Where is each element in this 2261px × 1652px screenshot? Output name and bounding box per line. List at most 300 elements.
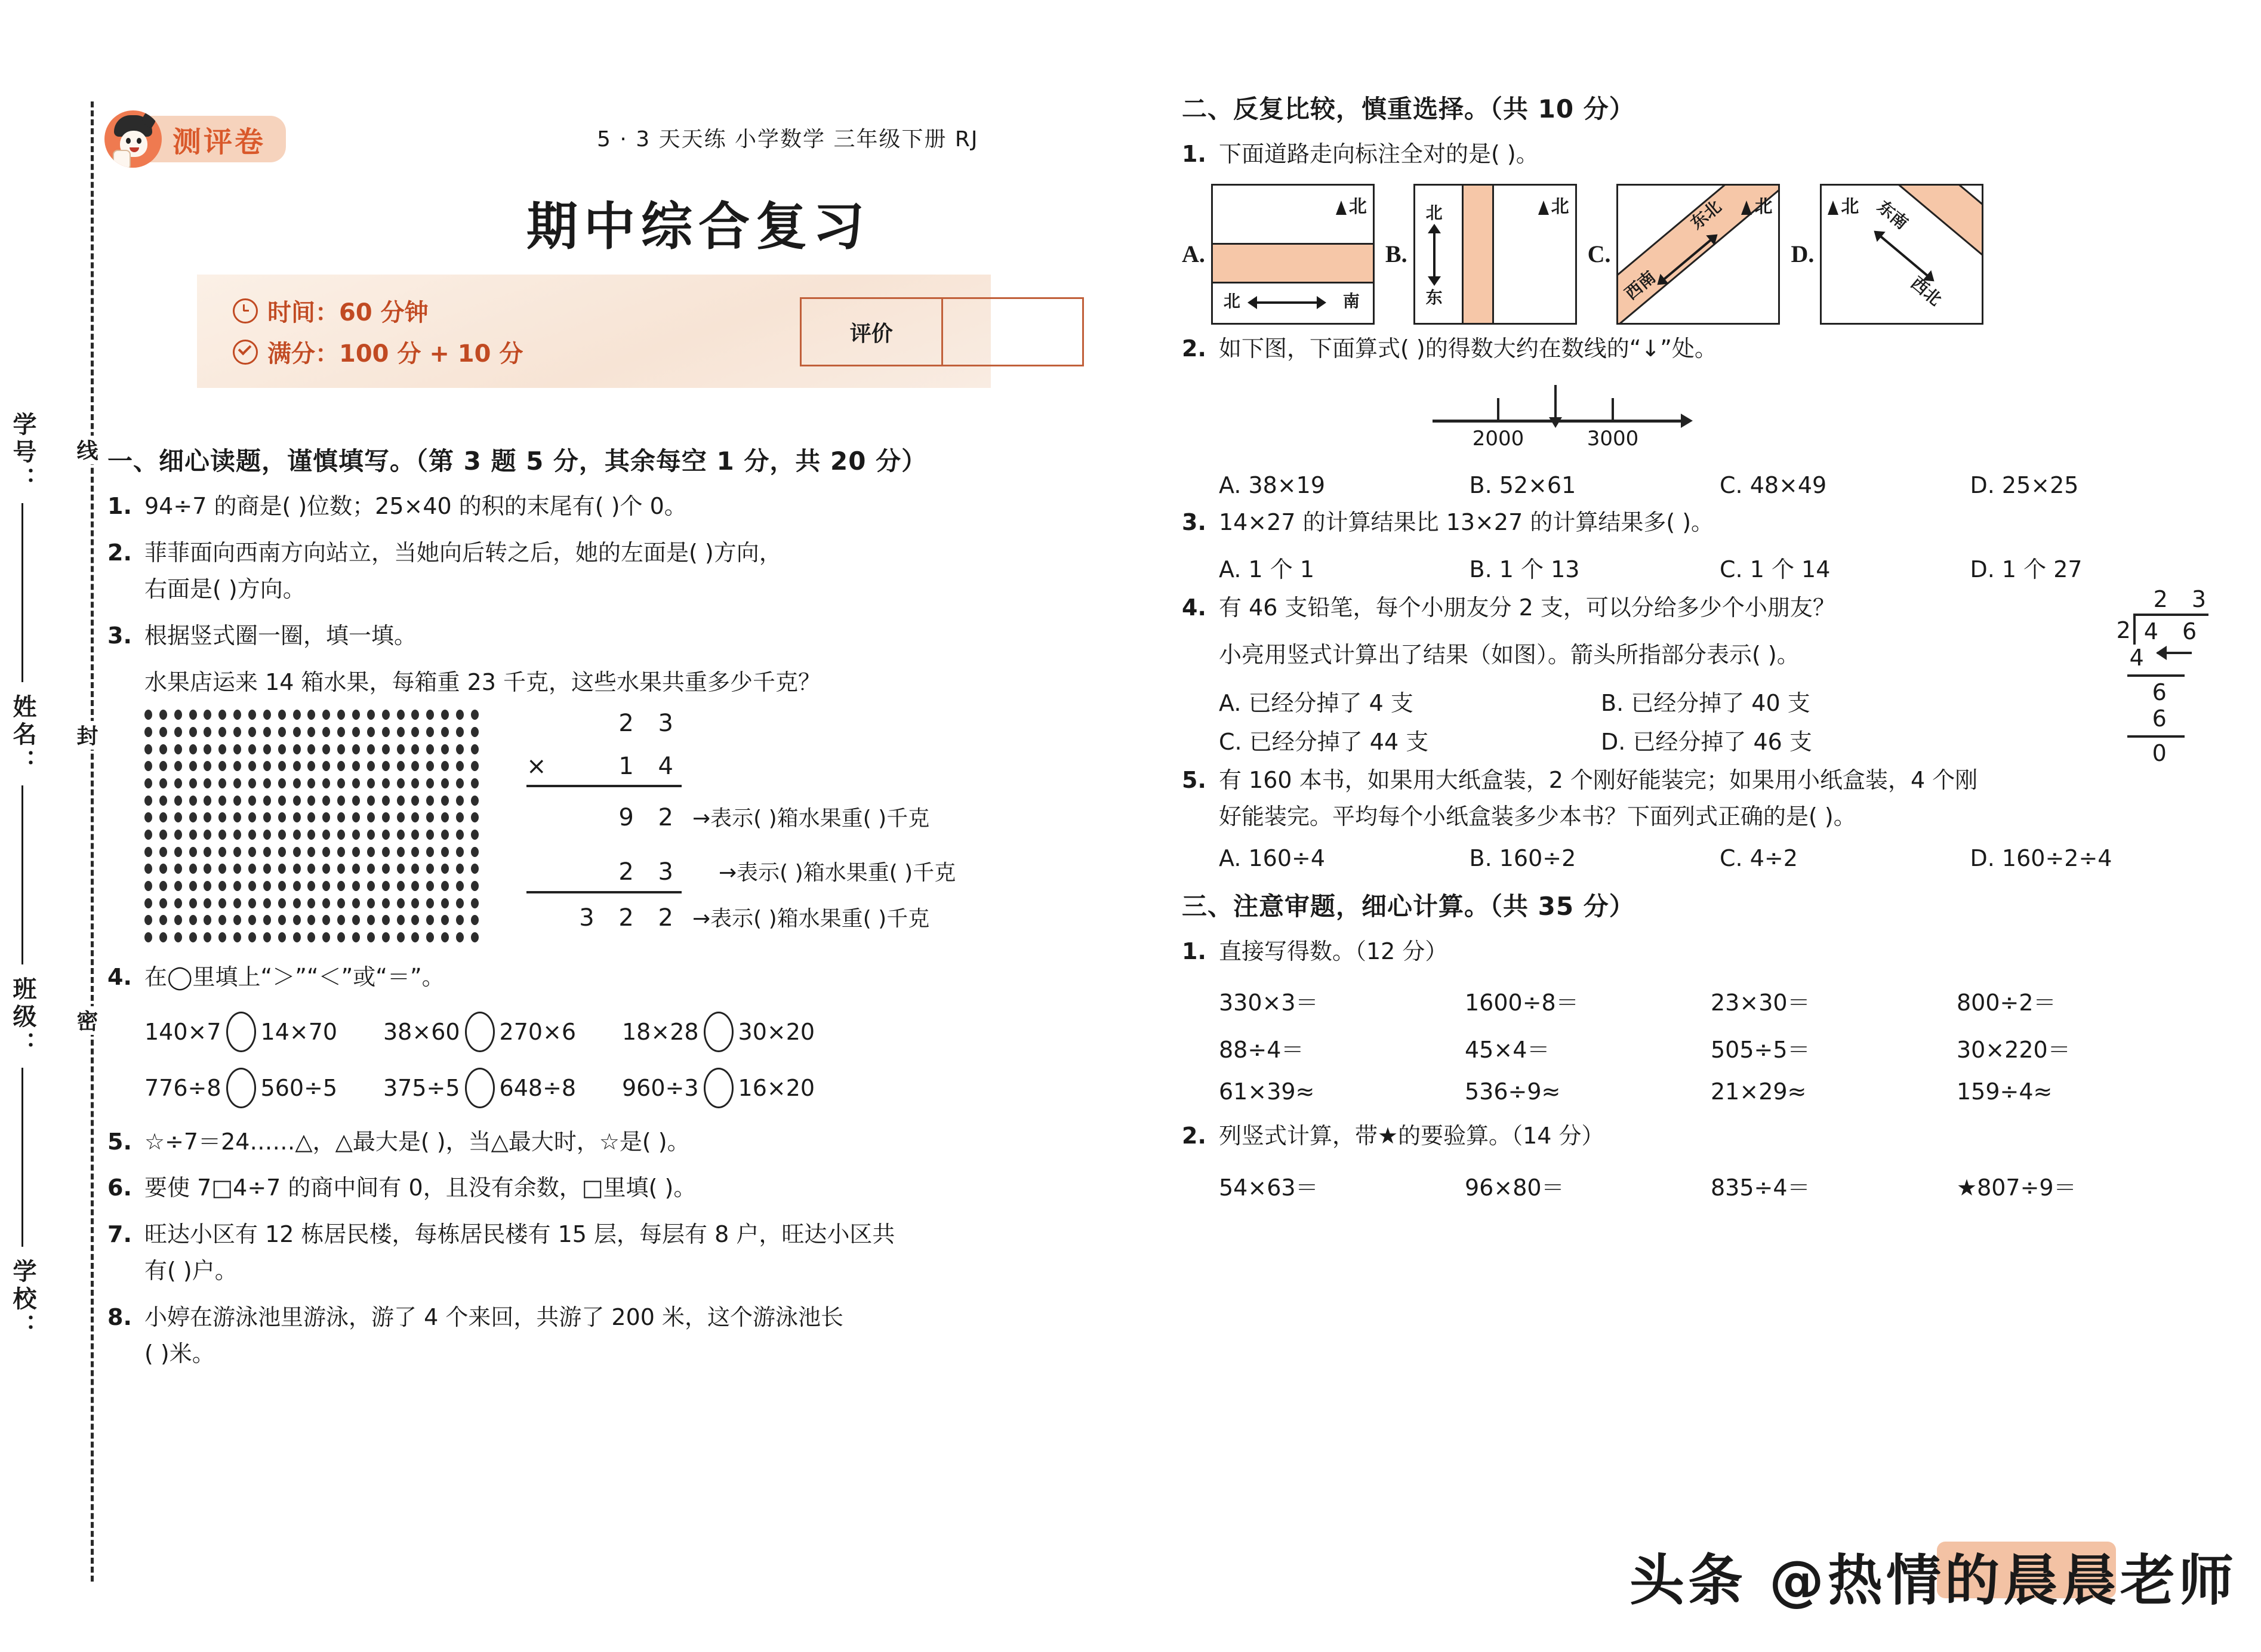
q-line-2: 小亮用竖式计算出了结果（如图）。箭头所指部分表示( )。: [1219, 642, 1800, 668]
north-arrow-icon: [1336, 201, 1347, 215]
dot-row: [144, 710, 479, 720]
dot: [471, 744, 479, 754]
dot: [426, 847, 434, 857]
multiplier: 1 4: [618, 753, 682, 781]
dot: [218, 864, 226, 874]
q-number: 3.: [107, 622, 132, 649]
dot: [322, 915, 330, 925]
dot: [263, 796, 271, 806]
dot: [456, 847, 464, 857]
dot: [189, 761, 197, 771]
dot: [278, 796, 286, 806]
dot: [456, 796, 464, 806]
s3-question-2: [1182, 1118, 2220, 1155]
calc-item[interactable]: 800÷2＝: [1957, 990, 2056, 1016]
dot: [174, 744, 182, 754]
dot: [322, 744, 330, 754]
dot: [352, 812, 360, 822]
dot: [204, 881, 211, 891]
dot-row: [144, 778, 479, 788]
dot: [159, 830, 167, 840]
q-line-1: 有 160 本书，如果用大纸盒装，2 个刚好能装完；如果用小纸盒装，4 个刚: [1219, 766, 1978, 793]
dot: [322, 864, 330, 874]
dot: [337, 915, 345, 925]
q-text: 下面道路走向标注全对的是( )。: [1219, 141, 1539, 167]
dot: [278, 932, 286, 942]
dot: [471, 796, 479, 806]
dot: [204, 812, 211, 822]
q-line-2: 右面是( )方向。: [144, 576, 306, 603]
seal-char-xian: 线: [70, 436, 101, 464]
dot: [426, 915, 434, 925]
dot: [233, 744, 241, 754]
s1-q3-figure: [144, 710, 1134, 942]
dot: [456, 727, 464, 737]
q-number: 2.: [1182, 1123, 1206, 1149]
dot: [174, 778, 182, 788]
dot: [426, 898, 434, 908]
dot: [337, 812, 345, 822]
dot: [263, 727, 271, 737]
dot: [307, 898, 315, 908]
dot: [233, 796, 241, 806]
dot: [263, 710, 271, 720]
dot: [411, 744, 419, 754]
dot: [144, 864, 152, 874]
dot: [322, 881, 330, 891]
dot: [189, 830, 197, 840]
dot: [397, 881, 405, 891]
option-b[interactable]: B. 1 个 13: [1469, 556, 1580, 582]
dot: [204, 847, 211, 857]
dot: [248, 727, 256, 737]
dot: [278, 864, 286, 874]
q-number: 1.: [1182, 141, 1206, 167]
dot: [144, 830, 152, 840]
dot: [278, 761, 286, 771]
dot: [189, 778, 197, 788]
dot: [397, 864, 405, 874]
dot: [352, 830, 360, 840]
calc-rule: [526, 785, 682, 787]
dot: [426, 812, 434, 822]
dot: [159, 710, 167, 720]
diagram-choice-b[interactable]: [1385, 184, 1577, 325]
dot: [278, 881, 286, 891]
compare-blank-circle[interactable]: [465, 1012, 495, 1052]
compare-blank-circle[interactable]: [226, 1068, 256, 1108]
exam-time-label: 时间：60 分钟: [267, 299, 429, 326]
seal-char-feng: 封: [70, 721, 101, 750]
dot: [352, 915, 360, 925]
dot: [471, 932, 479, 942]
calc-item[interactable]: 54×63＝: [1219, 1174, 1319, 1201]
dot: [411, 830, 419, 840]
s2-question-4: [1182, 590, 2220, 674]
mental-calc-grid: [1182, 984, 2220, 1105]
double-arrow-icon: [1880, 235, 1929, 277]
calc-item[interactable]: 159÷4≈: [1957, 1078, 2053, 1105]
dot: [411, 915, 419, 925]
dot: [307, 796, 315, 806]
q-line-2: 好能装完。平均每个小纸盒装多少本书？下面列式正确的是( )。: [1219, 803, 1856, 830]
option-a[interactable]: A. 38×19: [1219, 472, 1326, 499]
margin-label-xuexiao: 学校：: [9, 1259, 36, 1341]
dot: [411, 710, 419, 720]
dot: [367, 710, 375, 720]
s1-question-1: [107, 488, 1134, 525]
dot: [471, 710, 479, 720]
compare-blank-circle[interactable]: [704, 1012, 734, 1052]
dot: [441, 847, 449, 857]
dot: [411, 881, 419, 891]
right-expression: 560÷5: [260, 1074, 338, 1101]
left-expression: 375÷5: [383, 1074, 460, 1101]
long-division-figure: [2117, 586, 2214, 766]
calc-item[interactable]: 505÷5＝: [1711, 1037, 1810, 1064]
tick-2000: [1497, 398, 1499, 422]
dot: [471, 761, 479, 771]
dot: [471, 830, 479, 840]
option-d[interactable]: D. 已经分掉了 46 支: [1601, 728, 1812, 755]
dot: [144, 932, 152, 942]
dot: [307, 812, 315, 822]
dot: [367, 864, 375, 874]
s2-q3-options: [1219, 551, 2220, 584]
dot: [144, 847, 152, 857]
dot: [322, 778, 330, 788]
s1-question-5: [107, 1124, 1134, 1161]
dot: [426, 881, 434, 891]
option-b[interactable]: B. 已经分掉了 40 支: [1601, 689, 1810, 716]
dot: [352, 881, 360, 891]
direction-label-a: 东南: [1874, 196, 1912, 233]
dot: [352, 796, 360, 806]
dot: [307, 830, 315, 840]
s3-question-1: [1182, 933, 2220, 970]
dot: [426, 744, 434, 754]
dot: [278, 710, 286, 720]
dot: [189, 727, 197, 737]
left-column: [107, 442, 1134, 1382]
right-expression: 648÷8: [499, 1074, 577, 1101]
dot: [382, 727, 390, 737]
option-d[interactable]: D. 160÷2÷4: [1970, 845, 2112, 871]
compare-blank-circle[interactable]: [226, 1012, 256, 1052]
right-expression: 270×6: [499, 1018, 577, 1045]
division-remainder-1: 6: [2152, 679, 2167, 705]
write-line: [21, 1068, 23, 1247]
option-b[interactable]: B. 52×61: [1469, 472, 1576, 499]
dot: [159, 847, 167, 857]
dot: [218, 761, 226, 771]
margin-field-xingming: [6, 694, 72, 964]
dot: [426, 932, 434, 942]
dot: [397, 932, 405, 942]
dot: [322, 761, 330, 771]
dot-row: [144, 727, 479, 737]
dot-array: [144, 710, 479, 942]
q-number: 7.: [107, 1220, 132, 1247]
diagram-choice-a[interactable]: [1182, 184, 1375, 325]
dot: [382, 761, 390, 771]
left-expression: 38×60: [383, 1018, 460, 1045]
dot: [426, 710, 434, 720]
option-c[interactable]: C. 已经分掉了 44 支: [1219, 728, 1429, 755]
dot: [204, 915, 211, 925]
dot: [322, 727, 330, 737]
direction-label-a: 北: [1223, 291, 1240, 311]
dot: [248, 812, 256, 822]
road-band: [1212, 243, 1374, 283]
dot: [293, 932, 301, 942]
dot-row: [144, 847, 479, 857]
dot: [426, 796, 434, 806]
left-expression: 18×28: [622, 1018, 699, 1045]
dot-row: [144, 830, 479, 840]
dot: [382, 796, 390, 806]
double-arrow-icon: [1256, 301, 1318, 304]
dot: [233, 915, 241, 925]
dot: [159, 812, 167, 822]
dot: [426, 864, 434, 874]
q-text: 列竖式计算，带★的要验算。（14 分）: [1219, 1123, 1604, 1149]
dot: [189, 847, 197, 857]
dot: [248, 778, 256, 788]
option-c[interactable]: C. 4÷2: [1720, 845, 1798, 871]
dot: [293, 744, 301, 754]
dot: [174, 864, 182, 874]
section3-heading: 三、注意审题，细心计算。（共 35 分）: [1182, 891, 1635, 921]
dot: [174, 830, 182, 840]
double-arrow-icon: [1433, 232, 1436, 278]
dot: [456, 812, 464, 822]
north-arrow-icon: [1538, 201, 1549, 215]
dot: [233, 778, 241, 788]
q-text: 如下图，下面算式( )的得数大约在数线的“↓”处。: [1219, 335, 1717, 362]
dot: [322, 847, 330, 857]
margin-label-xingming: 姓名：: [9, 694, 36, 776]
dot: [337, 881, 345, 891]
dot: [411, 796, 419, 806]
compare-blank-circle[interactable]: [704, 1068, 734, 1108]
dot: [218, 812, 226, 822]
dot: [382, 864, 390, 874]
calc-item[interactable]: 21×29≈: [1711, 1078, 1807, 1105]
dot: [159, 932, 167, 942]
dot: [337, 744, 345, 754]
left-expression: 140×7: [144, 1018, 221, 1045]
dot: [411, 761, 419, 771]
dot: [441, 830, 449, 840]
dot: [441, 710, 449, 720]
dot: [189, 932, 197, 942]
dot: [367, 915, 375, 925]
calc-rule-2: [526, 891, 682, 893]
dot: [441, 744, 449, 754]
compare-blank-circle[interactable]: [465, 1068, 495, 1108]
dot: [307, 881, 315, 891]
dot: [293, 864, 301, 874]
dot: [367, 812, 375, 822]
dot: [367, 796, 375, 806]
dot: [307, 915, 315, 925]
option-d[interactable]: D. 25×25: [1970, 472, 2079, 499]
dot: [471, 847, 479, 857]
dot: [248, 761, 256, 771]
calc-item[interactable]: 330×3＝: [1219, 990, 1319, 1016]
calc-item[interactable]: 1600÷8＝: [1465, 990, 1579, 1016]
dot: [293, 778, 301, 788]
student-avatar-icon: [104, 110, 162, 168]
dot: [426, 727, 434, 737]
dot: [263, 778, 271, 788]
calc-item[interactable]: 30×220＝: [1957, 1037, 2071, 1064]
dot: [263, 847, 271, 857]
dot: [426, 761, 434, 771]
s2-q4-options-row1: [1219, 685, 2220, 717]
dot: [263, 761, 271, 771]
calc-item[interactable]: 96×80＝: [1465, 1174, 1564, 1201]
calc-item[interactable]: ★807÷9＝: [1957, 1174, 2077, 1201]
dot: [456, 898, 464, 908]
dot: [441, 812, 449, 822]
q-text: 在◯里填上“＞”“＜”或“＝”。: [144, 964, 445, 991]
diagram-choice-d[interactable]: [1791, 184, 1983, 325]
s1-question-7: [107, 1216, 1134, 1290]
dot: [233, 864, 241, 874]
calc-item[interactable]: 23×30＝: [1711, 990, 1810, 1016]
exam-info-box: [197, 275, 991, 388]
calc-item[interactable]: 45×4＝: [1465, 1037, 1550, 1064]
dot: [233, 898, 241, 908]
option-a[interactable]: A. 160÷4: [1219, 845, 1326, 871]
dot: [293, 796, 301, 806]
direction-diagram-choices: [1182, 184, 2220, 325]
dot: [382, 847, 390, 857]
q-text: 94÷7 的商是( )位数；25×40 的积的末尾有( )个 0。: [144, 493, 687, 519]
comparison-item: [383, 1068, 622, 1108]
comparison-row: [144, 1068, 1134, 1108]
dot: [233, 812, 241, 822]
option-c[interactable]: C. 1 个 14: [1720, 556, 1831, 582]
margin-field-xuehao: [6, 412, 72, 682]
dot: [189, 898, 197, 908]
dot: [382, 881, 390, 891]
dot: [278, 898, 286, 908]
comparison-item: [144, 1068, 383, 1108]
dot: [263, 864, 271, 874]
comparison-item: [144, 1012, 383, 1052]
dot: [159, 881, 167, 891]
diagram-choice-c[interactable]: [1588, 184, 1781, 325]
dot: [144, 727, 152, 737]
option-d[interactable]: D. 1 个 27: [1970, 556, 2083, 582]
dot: [456, 881, 464, 891]
direction-label-b: 东: [1425, 287, 1443, 307]
evaluation-value-field[interactable]: [943, 299, 1083, 365]
product-total: 3 2 2: [579, 904, 682, 932]
dot: [397, 727, 405, 737]
evaluation-box: [800, 297, 1084, 366]
dot: [322, 812, 330, 822]
dot: [204, 710, 211, 720]
choice-letter: B.: [1385, 241, 1407, 268]
choice-letter: A.: [1182, 241, 1205, 268]
dot: [263, 881, 271, 891]
dot: [293, 915, 301, 925]
dot: [218, 727, 226, 737]
calc-item[interactable]: 536÷9≈: [1465, 1078, 1561, 1105]
dot: [441, 778, 449, 788]
badge-label: 测评卷: [172, 125, 266, 159]
margin-label-banji: 班级：: [9, 976, 36, 1059]
option-a[interactable]: A. 1 个 1: [1219, 556, 1314, 582]
q-number: 2.: [107, 539, 132, 566]
comparison-item: [622, 1068, 861, 1108]
option-b[interactable]: B. 160÷2: [1469, 845, 1576, 871]
dot: [278, 778, 286, 788]
left-expression: 960÷3: [622, 1074, 699, 1101]
calc-item[interactable]: 61×39≈: [1219, 1078, 1315, 1105]
dot: [278, 812, 286, 822]
dot: [218, 898, 226, 908]
check-circle-icon: [233, 340, 258, 365]
dot: [456, 864, 464, 874]
q-line-1: 旺达小区有 12 栋居民楼，每栋居民楼有 15 层，每层有 8 户，旺达小区共: [144, 1220, 895, 1247]
dot: [144, 710, 152, 720]
q-number: 3.: [1182, 509, 1206, 536]
s2-q5-options: [1219, 845, 2220, 871]
left-margin: [0, 0, 125, 1652]
dot: [248, 830, 256, 840]
dot: [307, 847, 315, 857]
dot: [218, 796, 226, 806]
dot: [456, 915, 464, 925]
dot: [233, 710, 241, 720]
dot: [278, 744, 286, 754]
q-text: 直接写得数。（12 分）: [1219, 938, 1448, 964]
dot: [322, 932, 330, 942]
dot: [456, 830, 464, 840]
partial-product-2: 2 3: [618, 858, 682, 886]
dot: [174, 847, 182, 857]
dot: [397, 847, 405, 857]
dot: [144, 796, 152, 806]
dot: [293, 881, 301, 891]
north-arrow-icon: [1828, 201, 1838, 215]
option-a[interactable]: A. 已经分掉了 4 支: [1219, 689, 1413, 716]
dot: [218, 744, 226, 754]
dot: [307, 932, 315, 942]
q-text: 14×27 的计算结果比 13×27 的计算结果多( )。: [1219, 509, 1714, 536]
direction-label-b: 南: [1342, 291, 1360, 311]
q-line-2: 有( )户。: [144, 1258, 238, 1284]
north-indicator: 北: [1741, 192, 1772, 218]
calc-item[interactable]: 835÷4＝: [1711, 1174, 1810, 1201]
dot: [337, 847, 345, 857]
dot: [397, 812, 405, 822]
partial-2-note: →表示( )箱水果重( )千克: [719, 861, 956, 886]
right-expression: 16×20: [738, 1074, 815, 1101]
dot: [248, 932, 256, 942]
calc-item[interactable]: 88÷4＝: [1219, 1037, 1304, 1064]
dot: [263, 898, 271, 908]
dot: [352, 710, 360, 720]
dot: [441, 796, 449, 806]
option-c[interactable]: C. 48×49: [1720, 472, 1827, 499]
dot: [204, 864, 211, 874]
